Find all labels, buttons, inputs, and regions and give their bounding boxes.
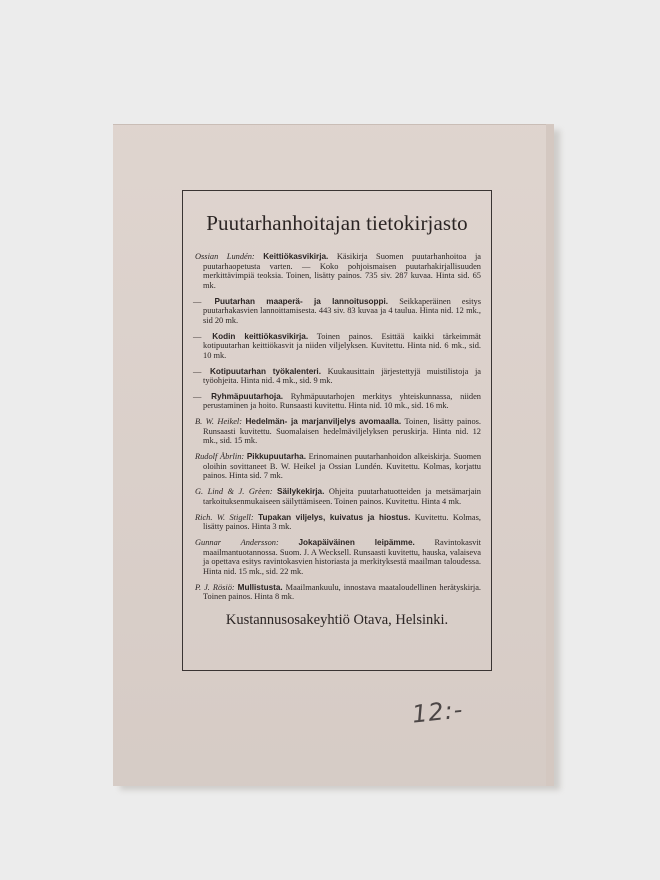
list-item: — Kotipuutarhan työkalenteri. Kuukausittain järjestettyjä muistilistoja ja työohjeita. Hinta nid. 4 mk., sid. 9 mk. (193, 366, 481, 386)
handwritten-price: 12:- (410, 695, 465, 729)
publisher-line: Kustannusosakeyhtiö Otava, Helsinki. (225, 611, 449, 628)
list-item: — Puutarhan maaperä- ja lannoitusoppi. Seikkaperäinen esitys puutarhakasvien lannoittamisesta. 443 siv. 83 kuvaa ja 4 taulua. Hinta nid. 12 mk., sid 20 mk. (193, 296, 482, 325)
list-item: B. W. Heikel: Hedelmän- ja marjanviljelys avomaalla. Toinen, lisätty painos. Runsaasti kuvitettu. Suomalaisen hedelmäviljelyksen peruskirja. Hinta nid. 12 mk., sid. 15 mk. (195, 417, 482, 446)
advert-box (182, 190, 492, 671)
list-item: — Kodin keittiökasvikirja. Toinen painos. Esittää kaikki tärkeimmät kotipuutarhan keittiökasvit ja niiden viljelyksen. Kuvitettu. Hinta nid. 6 mk., sid. 10 mk. (193, 331, 481, 360)
cover-edge (546, 124, 554, 786)
list-item: Gunnar Andersson: Jokapäiväinen leipämme. Ravintokasvit maailmantuotannossa. Suom. J. A Wecksell. Runsaasti kuvitettu, hauska, valaiseva ja opettava esitys ravintokasvien historiasta ja merkityksestä maailman taloudessa. Hinta nid. 15 mk., sid. 22 mk. (195, 537, 481, 576)
list-item: — Ryhmäpuutarhoja. Ryhmäpuutarhojen merkitys yhteiskunnassa, niiden perustaminen ja hoito. Runsaasti kuvitettu. Hinta nid. 10 mk., sid. 16 mk. (193, 391, 481, 411)
list-item: Rich. W. Stigell: Tupakan viljelys, kuivatus ja hiostus. Kuvitettu. Kolmas, lisätty painos. Hinta 3 mk. (195, 512, 481, 532)
list-item: P. J. Rösiö: Mullistusta. Maailmankuulu, innostava maataloudellinen herätyskirja. Toinen painos. Hinta 8 mk. (195, 582, 482, 602)
advert-title: Puutarhanhoitajan tietokirjasto (206, 211, 468, 235)
entry-list (193, 252, 481, 602)
list-item: Ossian Lundén: Keittiökasvikirja. Käsikirja Suomen puutarhanhoitoa ja puutarhaopetusta varten. — Koko pohjoismaisen puutarhakirjallisuuden merkittävimpiä teoksia. Toinen, lisätty painos. 735 siv. 287 kuvaa. Hinta sid. 65 mk. (195, 252, 482, 290)
list-item: Rudolf Åbrlin: Pikkupuutarha. Erinomainen puutarhanhoidon alkeiskirja. Suomen oloihin sovittaneet B. W. Heikel ja Ossian Lundén. Kuvitettu. Kolmas, korjattu painos. Hinta sid. 7 mk. (195, 452, 482, 481)
list-item: G. Lind & J. Grèen: Säilykekirja. Ohjeita puutarhatuotteiden ja metsämarjain tarkoituksenmukaiseen säilyttämiseen. Toinen painos. Kuvitettu. Hinta 4 mk. (195, 487, 481, 506)
